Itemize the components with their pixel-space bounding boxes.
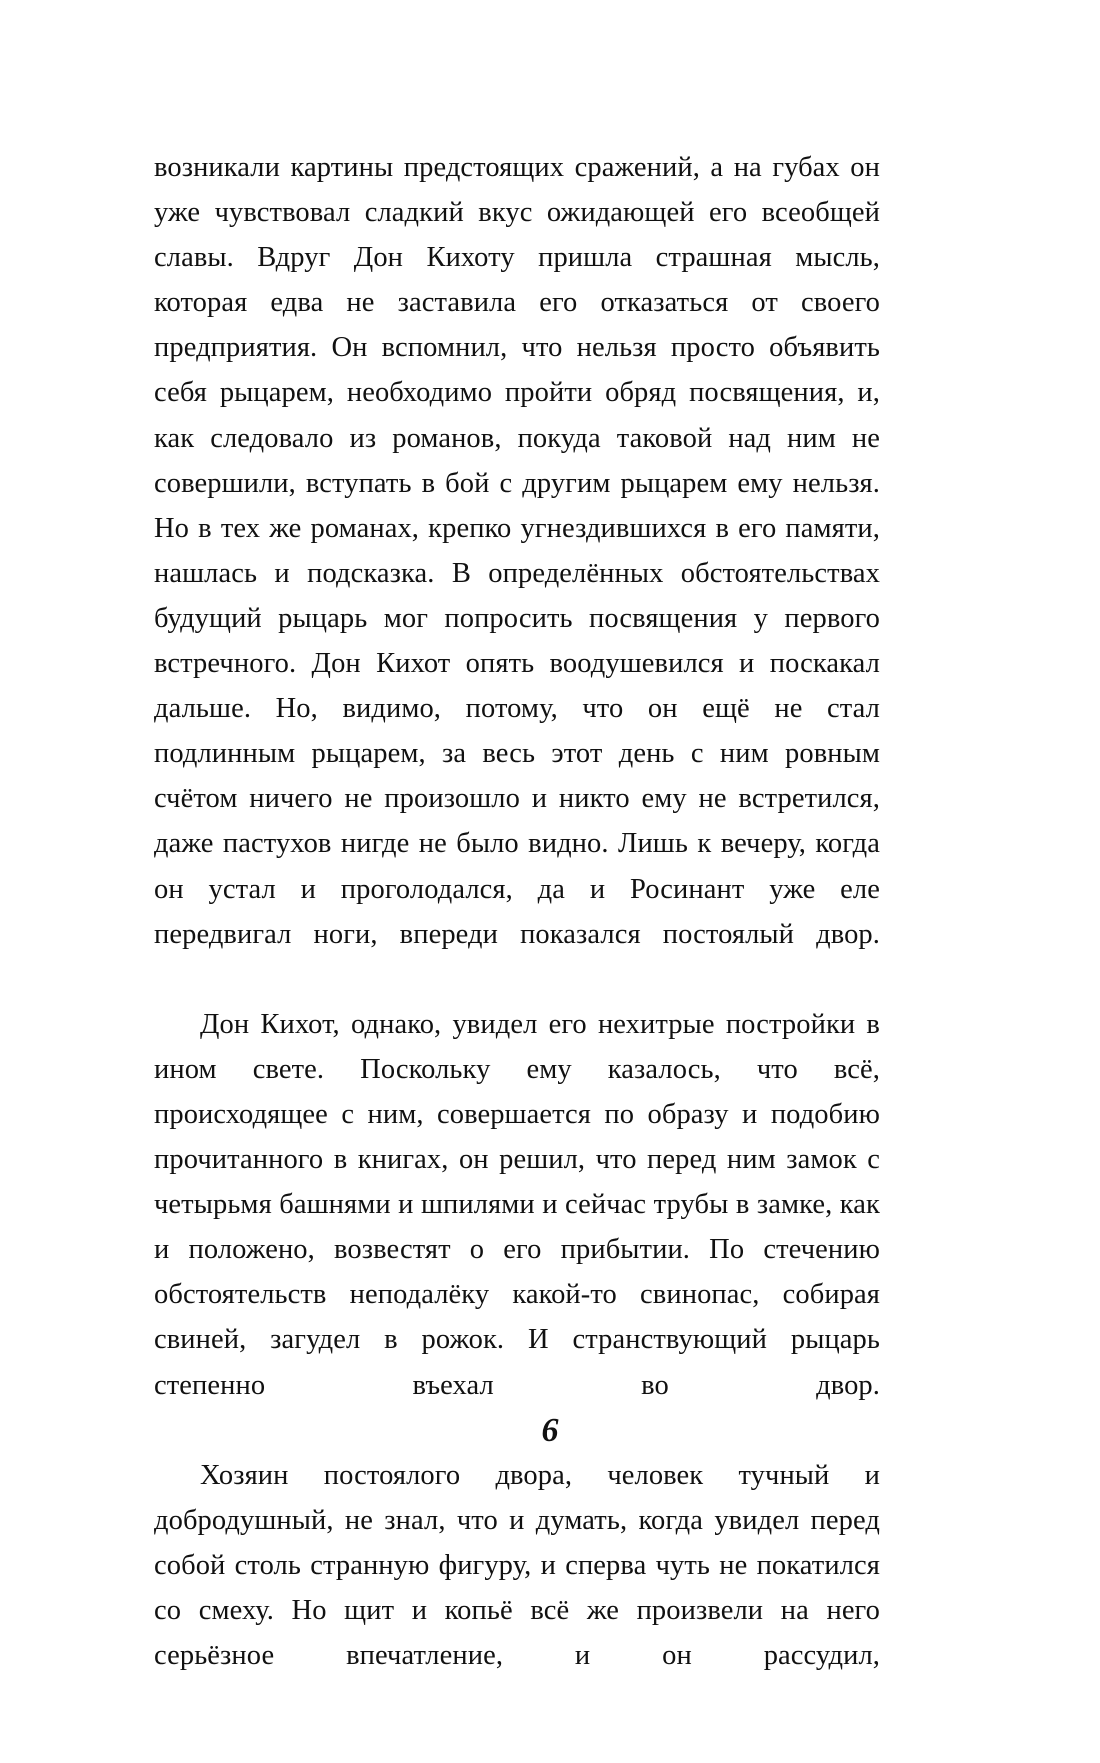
paragraph-1: возникали картины предстоящих сражений, а на губах он уже чувствовал сладкий вкус ожидающей его всеобщей славы. Вдруг Дон Кихоту пришла страшная мысль, которая едва не заставила его отказаться от своего предприятия. Он вспомнил, что нельзя просто объявить себя рыцарем, необходимо пройти обряд посвящения, и, как следовало из романов, покуда таковой над ним не совершили, вступать в бой с другим рыцарем ему нельзя. Но в тех же романах, крепко угнездившихся в его памяти, нашлась и подсказка. В определённых обстоятельствах будущий рыцарь мог попросить посвящения у первого встречного. Дон Кихот опять воодушевился и поскакал дальше. Но, видимо, потому, что он ещё не стал подлинным рыцарем, за весь этот день с ним ровным счётом ничего не произошло и никто ему не встретился, даже пастухов нигде не было видно. Лишь к вечеру, когда он устал и проголодался, да и Росинант уже еле передвигал ноги, впереди показался постоялый двор. [154,152,880,950]
paragraph-2: Дон Кихот, однако, увидел его нехитрые постройки в ином свете. Поскольку ему казалось, что всё, происходящее с ним, совершается по образу и подобию прочитанного в книгах, он решил, что перед ним замок с четырьмя башнями и шпилями и сейчас трубы в замке, как и положено, возвестят о его прибытии. По стечению обстоятельств неподалёку какой-то свинопас, собирая свиней, загудел в рожок. И странствующий рыцарь степенно въехал во двор. [154,1008,880,1401]
page-text-column [154,145,880,1723]
page-number: 6 [541,1412,559,1449]
paragraph-3: Хозяин постоялого двора, человек тучный и добродушный, не знал, что и думать, когда увидел перед собой столь странную фигуру, и сперва чуть не покатился со смеху. Но щит и копьё всё же произвели на него серьёзное впечатление, и он рассудил, [154,1459,880,1672]
